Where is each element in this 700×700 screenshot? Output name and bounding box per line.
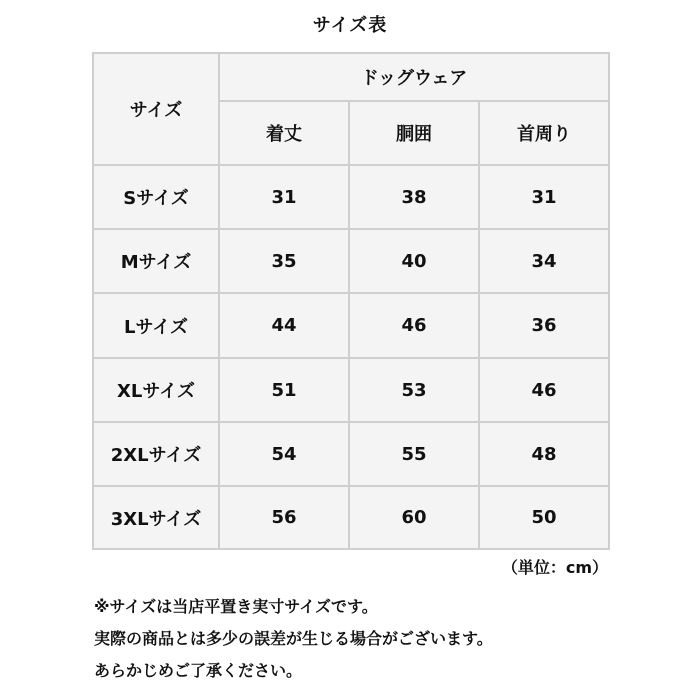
- column-header-neck: 首周り: [480, 102, 608, 164]
- row-header-cell: サイズ: [94, 54, 218, 164]
- table-cell: 34: [480, 230, 608, 292]
- table-cell: 40: [350, 230, 478, 292]
- table-cell: 35: [220, 230, 348, 292]
- size-label-3xl: 3XLサイズ: [94, 487, 218, 548]
- note-line: ※サイズは当店平置き実寸サイズです。: [94, 597, 378, 616]
- note-line: 実際の商品とは多少の誤差が生じる場合がございます。: [94, 629, 493, 648]
- table-cell: 55: [350, 423, 478, 485]
- table-cell: 36: [480, 294, 608, 357]
- table-cell: 31: [480, 166, 608, 228]
- unit-label: （単位：cm）: [501, 558, 608, 577]
- table-cell: 51: [220, 359, 348, 421]
- group-header-cell: ドッグウェア: [220, 54, 608, 100]
- notes: [94, 591, 654, 687]
- size-label-m: Mサイズ: [94, 230, 218, 292]
- size-label-2xl: 2XLサイズ: [94, 423, 218, 485]
- table-cell: 56: [220, 487, 348, 548]
- note-line: あらかじめご了承ください。: [94, 661, 303, 680]
- table-cell: 53: [350, 359, 478, 421]
- column-header-chest: 胴囲: [350, 102, 478, 164]
- table-cell: 48: [480, 423, 608, 485]
- column-header-length: 着丈: [220, 102, 348, 164]
- size-label-l: Lサイズ: [94, 294, 218, 357]
- size-label-s: Sサイズ: [94, 166, 218, 228]
- size-table: [92, 52, 610, 550]
- table-cell: 46: [350, 294, 478, 357]
- page-title: サイズ表: [312, 15, 388, 36]
- table-cell: 54: [220, 423, 348, 485]
- size-label-xl: XLサイズ: [94, 359, 218, 421]
- table-cell: 60: [350, 487, 478, 548]
- table-cell: 44: [220, 294, 348, 357]
- table-cell: 38: [350, 166, 478, 228]
- table-cell: 31: [220, 166, 348, 228]
- table-cell: 46: [480, 359, 608, 421]
- table-cell: 50: [480, 487, 608, 548]
